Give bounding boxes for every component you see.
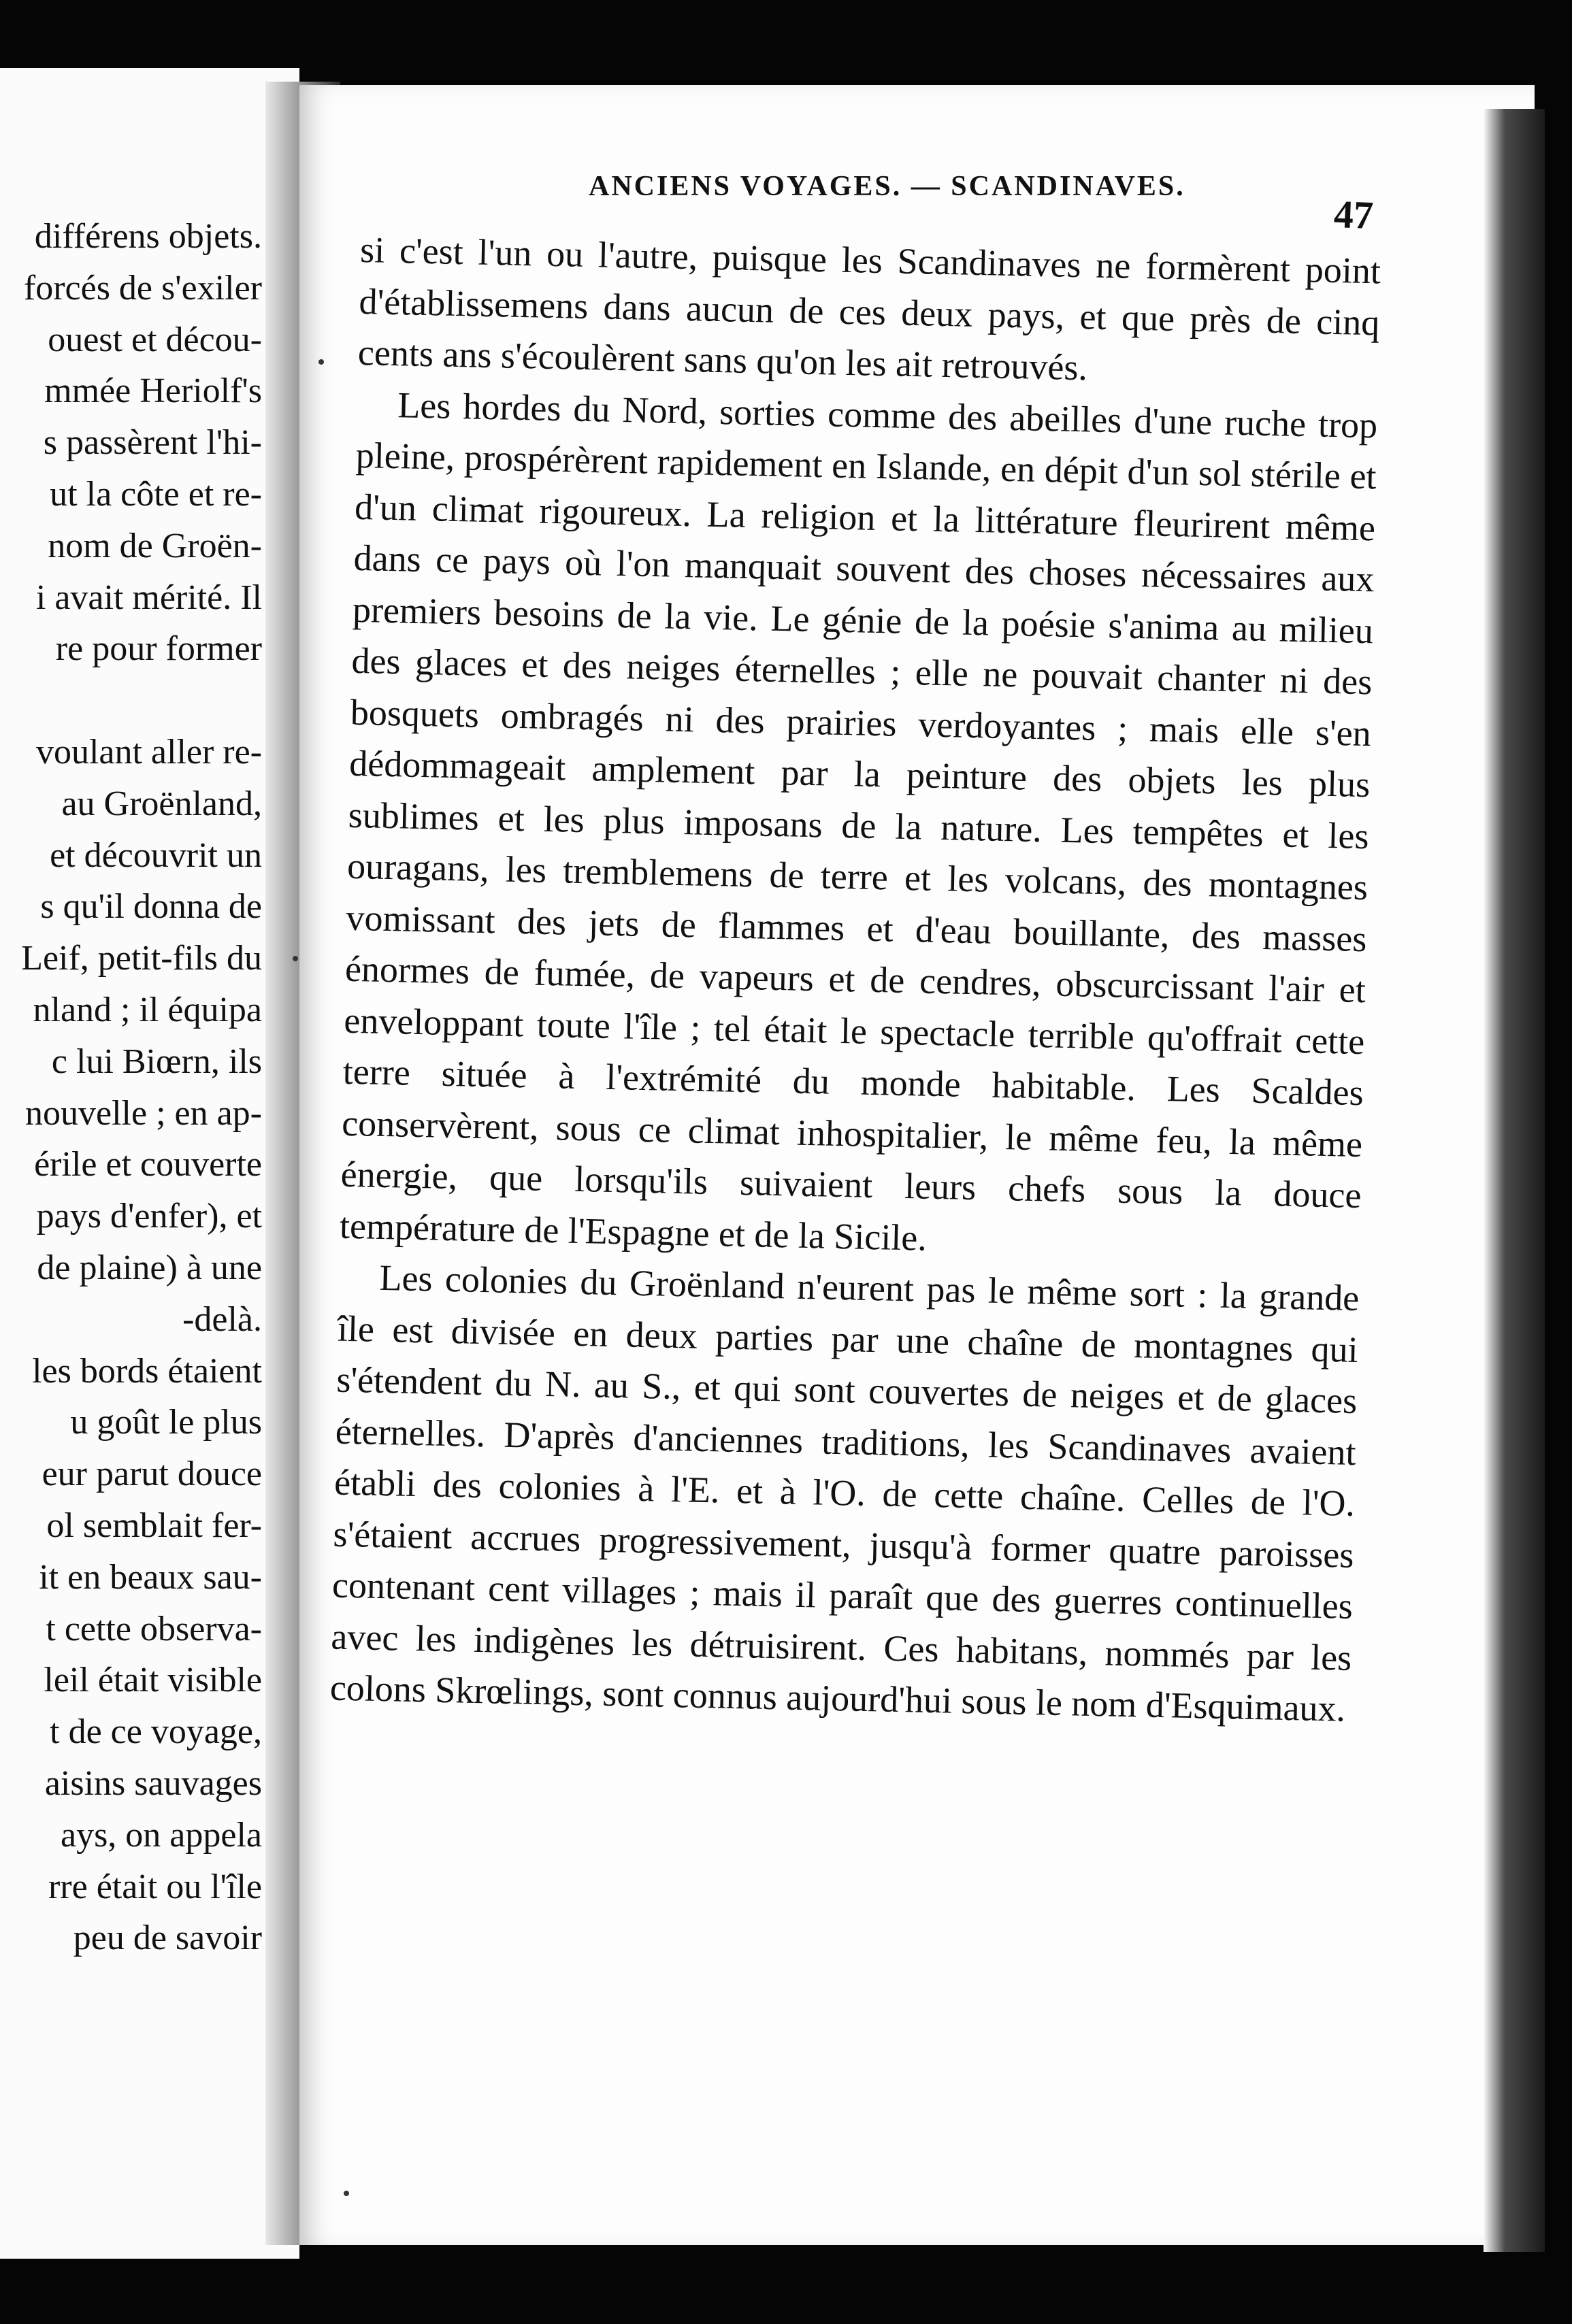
left-line: s passèrent l'hi-: [43, 423, 262, 463]
left-line: et découvrit un: [50, 835, 262, 875]
left-line: Leif, petit-fils du: [21, 939, 262, 978]
left-line: ouest et décou-: [48, 320, 262, 359]
left-line: leil était visible: [44, 1661, 262, 1700]
left-line: rre était ou l'île: [48, 1867, 262, 1906]
scan-speck: [344, 2191, 349, 2196]
left-line: au Groënland,: [61, 784, 262, 823]
left-line: nouvelle ; en ap-: [25, 1093, 262, 1133]
left-line: différens objets.: [34, 217, 262, 256]
left-page-text: [0, 211, 269, 1964]
left-line: c lui Biœrn, ils: [51, 1042, 262, 1081]
left-line: mmée Heriolf's: [44, 371, 262, 411]
paragraph: [339, 378, 1378, 1273]
left-line: i avait mérité. Il: [35, 578, 262, 617]
left-page-fragment: [0, 68, 299, 2259]
body-text: [329, 225, 1381, 1735]
left-line: u goût le plus: [70, 1403, 262, 1442]
indent: [338, 1289, 379, 1290]
paragraph: [357, 225, 1381, 400]
paragraph-text: si c'est l'un ou l'autre, puisque les Scandinaves ne formèrent point d'établissemens dans aucun de ces deux pays, et que près de cinq cents ans s'écoulèrent sans qu'on les ait retrouvés.: [357, 229, 1381, 388]
left-line: re pour former: [55, 629, 262, 669]
running-head: ANCIENS VOYAGES. — SCANDINAVES.: [589, 171, 1185, 202]
paragraph-text: Les colonies du Groënland n'eurent pas le même sort : la grande île est divisée en deux parties par une chaîne de montagnes qui s'étendent du N. au S., et qui sont couvertes de neiges et de glaces éternelles. D'après d'anciennes traditions, les Scandinaves avaient établi des colonies à l'E. et à l'O. de cette chaîne. Celles de l'O. s'étaient accrues progressivement, jusqu'à former quatre paroisses contenant cent villages ; mais il paraît que des guerres continuelles avec les indigènes les détruisirent. Ces habitans, nommés par les colons Skrœlings, sont connus aujourd'hui sous le nom d'Esquimaux.: [329, 1257, 1360, 1729]
left-line: -delà.: [182, 1299, 262, 1339]
left-line: les bords étaient: [32, 1351, 262, 1391]
left-line: ol semblait fer-: [46, 1506, 262, 1545]
scan-speck: [318, 359, 324, 365]
left-line: it en beaux sau-: [39, 1557, 262, 1597]
left-line: eur parut douce: [42, 1455, 262, 1494]
left-line: ut la côte et re-: [50, 474, 262, 514]
left-line: t cette observa-: [46, 1609, 262, 1648]
page-edge-shadow: [1484, 109, 1545, 2252]
left-line-gap: [0, 675, 262, 727]
paragraph-text: Les hordes du Nord, sorties comme des abeilles d'une ruche trop pleine, prospérèrent rapidement en Islande, en dépit d'un sol stérile et d'un climat rigoureux. La religion et la littérature fleurirent même dans ce pays où l'on manquait souvent des choses nécessaires aux premiers besoins de la vie. Le génie de la poésie s'anima au milieu des glaces et des neiges éternelles ; elle ne pouvait chanter ni des bosquets ombragés ni des prairies verdoyantes ; mais elle s'en dédommageait amplement par la peinture des objets les plus sublimes et les plus imposans de la nature. Les tempêtes et les ouragans, les tremblemens de terre et les volcans, des montagnes vomissant des jets de flammes et d'eau bouillante, des masses énormes de fumée, de vapeurs et de cendres, obscurcissant l'air et enveloppant toute l'île ; tel était le spectacle terrible qu'offrait cette terre située à l'extrémité du monde habitable. Les Scaldes conservèrent, sous ce climat inhospitalier, le même feu, la même énergie, que lorsqu'ils suivaient leurs chefs sous la douce température de l'Espagne et de la Sicile.: [339, 384, 1378, 1259]
left-line: nland ; il équipa: [33, 990, 262, 1029]
left-line: forcés de s'exiler: [23, 268, 262, 308]
left-line: nom de Groën-: [48, 526, 262, 565]
left-line: de plaine) à une: [37, 1248, 262, 1287]
scan-speck: [293, 956, 298, 961]
left-line: t de ce voyage,: [50, 1712, 262, 1752]
paragraph: [329, 1252, 1360, 1736]
left-line: érile et couverte: [34, 1145, 262, 1184]
left-line: peu de savoir: [73, 1919, 262, 1958]
left-line: aisins sauvages: [44, 1763, 262, 1803]
left-line: voulant aller re-: [35, 732, 262, 771]
left-line: s qu'il donna de: [40, 887, 262, 927]
left-line: pays d'enfer), et: [36, 1197, 262, 1236]
page-number: 47: [1332, 192, 1375, 237]
left-line: ays, on appela: [60, 1815, 262, 1855]
